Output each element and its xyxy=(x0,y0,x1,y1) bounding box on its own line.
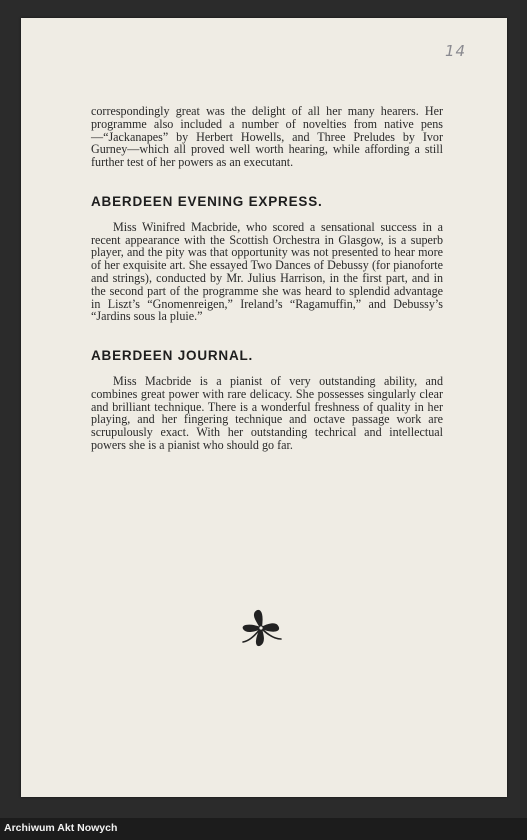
section-heading-journal: ABERDEEN JOURNAL. xyxy=(91,348,254,364)
journal-paragraph: Miss Macbride is a pianist of very outstanding ability, and combines great power with rare delicacy. She possesses singularly clear and brilliant technique. There is a wonderful freshness of quality in her playing, and her fingering technique and octave passage work are scrupulously exact. With her outstanding techrical and intellectual powers she is a pianist who should go far. xyxy=(91,373,443,452)
section-heading-evening-express: ABERDEEN EVENING EXPRESS. xyxy=(91,193,323,209)
article-content xyxy=(91,105,443,452)
archive-label: Archiwum Akt Nowych xyxy=(4,822,118,834)
evening-express-paragraph: Miss Winifred Macbride, who scored a sensational success in a recent appearance with the Scottish Orchestra in Glasgow, is a superb player, and the pity was that opportunity was not presented to hear more of her exquisite art. She essayed Two Dances of Debussy (for pianoforte and strings), conducted by Mr. Julius Harrison, in the first part, and in the second part of the programme she was heard to splendid advantage in Liszt’s “Gnomenreigen,” Ireland’s “Ragamuffin,” and Debussy’s “Jardins sous la pluie.” xyxy=(91,219,443,324)
intro-paragraph: correspondingly great was the delight of all her many hearers. Her programme also included a number of novelties from native pens—“Jackanapes” by Herbert Howells, and Three Preludes by Ivor Gurney—which all proved well worth hearing, while affording a still further test of her powers as an executant. xyxy=(91,104,443,170)
archive-footer-bar xyxy=(0,818,527,840)
floral-ornament-icon xyxy=(238,608,284,648)
page-number: 14 xyxy=(445,42,467,60)
document-page xyxy=(21,18,507,797)
